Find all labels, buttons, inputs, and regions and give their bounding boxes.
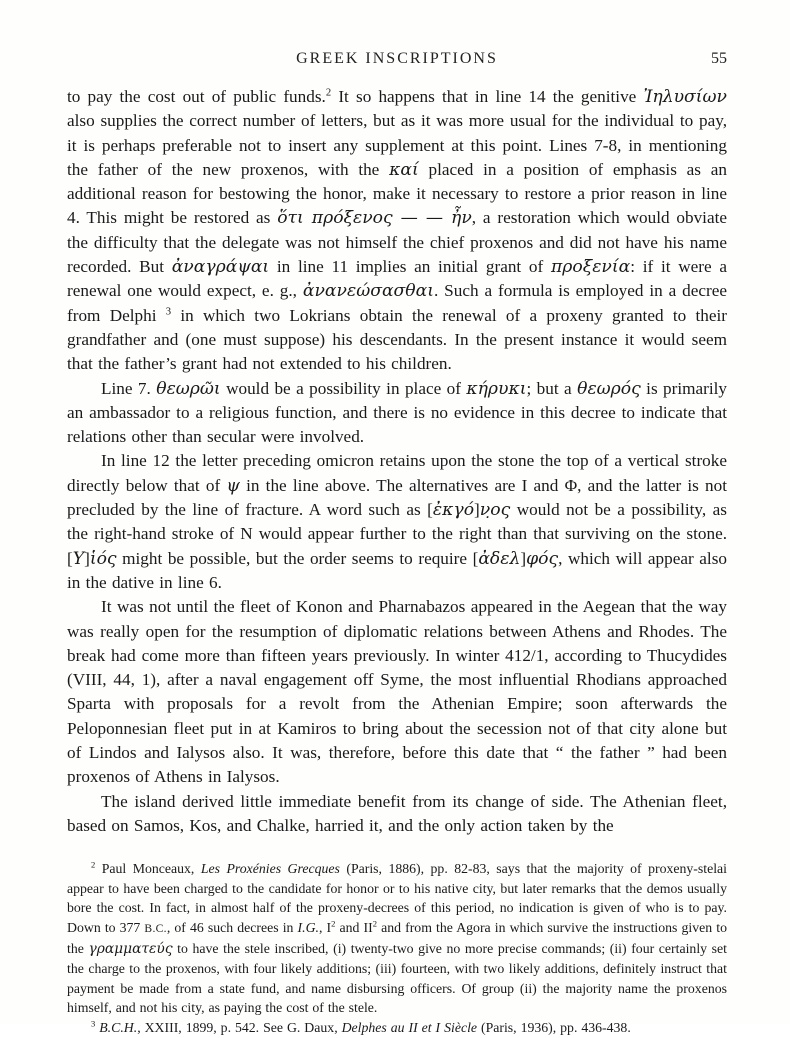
text-segment-greek: φός xyxy=(526,548,559,569)
text-segment: in which two Lokrians obtain the renewal of a proxeny granted to their grandfather and (one must suppose) his descendants. In the present instance it would seem that the father’s grant had not extended to his children. xyxy=(67,305,727,374)
page-number: 55 xyxy=(711,50,727,67)
text-segment: would be a possibility in place of xyxy=(220,378,467,398)
text-segment-it: I.G. xyxy=(297,919,319,935)
body-text xyxy=(67,85,727,838)
text-segment-sc: B.C. xyxy=(144,921,167,935)
footnotes-section xyxy=(67,859,727,1037)
paragraph-line-12 xyxy=(67,449,727,595)
text-segment: in the line above. The alternatives are I and Φ, and the latter is not precluded by the line of fracture. A word such as [ xyxy=(67,475,728,520)
text-segment: , I xyxy=(319,919,332,935)
text-segment: is primarily an ambassador to a religious function, and there is no evidence in this decree to indicate that relations other than secular were involved. xyxy=(67,378,728,447)
text-segment-greek: Ἰηλυσίων xyxy=(643,87,727,107)
paragraph-line-7 xyxy=(67,377,727,450)
text-segment: , a restoration which would obviate the difficulty that the delegate was not himself the chief proxenos and did not have his name recorded. But xyxy=(67,208,727,277)
running-title: GREEK INSCRIPTIONS xyxy=(296,50,498,67)
text-segment: to pay the cost out of public funds. xyxy=(67,87,326,106)
text-segment-sup: 3 xyxy=(165,305,172,317)
text-segment-it: B.C.H. xyxy=(99,1019,138,1035)
text-segment: . Such a formula is employed in a decree from Delphi xyxy=(67,281,727,325)
text-segment-sup: 2 xyxy=(91,859,96,870)
text-segment: (Paris, 1886), pp. 82-83, says that the majority of proxeny-stelai appear to have been charged to the candidate for honor or to his native city, but later remarks that the demos usually bore the cost. In fact, in almost half of the proxeny-decrees of this period, no indication is given of who is to pay. Down to 377 xyxy=(67,861,728,935)
text-segment-greek: ἐκγό xyxy=(432,500,475,521)
text-segment-greek: κήρυκι xyxy=(466,378,527,399)
text-segment: Line 7. xyxy=(101,378,157,398)
text-segment-greek: ὅτι πρόξενος — — ἦν xyxy=(277,208,472,229)
text-segment-it: Delphes au II et I Siècle xyxy=(341,1019,478,1035)
text-segment: might be possible, but the order seems to require [ xyxy=(116,548,479,568)
text-segment: and II xyxy=(335,919,373,935)
text-segment-greek: προξενία xyxy=(550,257,631,278)
text-segment-sup: 2 xyxy=(331,918,336,929)
text-segment-greek: ἱός xyxy=(89,548,117,569)
text-segment: It so happens that in line 14 the genitive xyxy=(331,87,644,106)
text-segment: placed in a position of emphasis as an additional reason for bestowing the honor, make it necessary to restore a prior reason in line 4. This might be restored as xyxy=(67,159,727,228)
text-segment: to have the stele inscribed, (i) twenty-two give no more precise commands; (ii) four certainly set the charge to the proxenos, with four likely additions; (iii) fourteen, with two likely additions, definitely instruct that payment be made from a state fund, and name disbursing officers. Of group (ii) the majority name the proxenos himself, and not his city, as paying the cost of the stele. xyxy=(67,940,727,1016)
text-segment: In line 12 the letter preceding omicron retains upon the stone the top of a vertical stroke directly below that of xyxy=(67,451,727,495)
text-segment: ] xyxy=(474,500,480,520)
text-segment: , of 46 such decrees in xyxy=(166,919,298,935)
text-segment: : if it were a renewal one would expect, e. g., xyxy=(67,257,727,301)
text-segment-greek: ἀδελ xyxy=(478,548,521,569)
text-segment: ; but a xyxy=(526,378,578,398)
text-segment-greek: ἀνανεώσασθαι xyxy=(302,281,434,302)
text-segment: It was not until the fleet of Konon and Pharnabazos appeared in the Aegean that the way was really open for the resumption of diplomatic relations between Athens and Rhodes. The break had come more than fifteen years previously. In winter 412/1, according to Thucydides (VIII, 44, 1), after a naval engagement off Syme, the most influential Rhodians approached Sparta with proposals for a revolt from the Athenian Empire; soon afterwards the Peloponnesian fleet put in at Kamiros to bring about the secession not of that city alone but of Lindos and Ialysos also. It was, therefore, before this date that “ the father ” had been proxenos of Athens in Ialysos. xyxy=(67,597,727,787)
paragraph-island-benefit xyxy=(67,790,727,839)
text-segment-it: Les Proxénies Grecques xyxy=(200,861,340,877)
text-segment-greek: ψ xyxy=(226,475,240,496)
footnote-2 xyxy=(67,859,727,1018)
text-segment: , which will appear also in the dative in line 6. xyxy=(67,548,727,592)
text-segment: The island derived little immediate benefit from its change of side. The Athenian fleet, based on Samos, Kos, and Chalke, harried it, and the only action taken by the xyxy=(67,791,727,835)
text-segment: also supplies the correct number of letters, but as it was more usual for the individual to pay, it is perhaps preferable not to insert any supplement at this point. Lines 7-8, in mentioning the father of the new proxenos, with the xyxy=(67,111,727,179)
text-segment: Paul Monceaux, xyxy=(95,861,201,877)
text-segment: ] xyxy=(84,548,90,568)
text-segment: would not be a possibility, as the right-hand stroke of N would appear further to the right than that surviving on the stone. [ xyxy=(67,500,727,568)
text-segment: and from the Agora in which survive the instructions given to the xyxy=(67,919,727,956)
paragraph-continuation xyxy=(67,85,727,377)
text-segment-greek: γραμματεύς xyxy=(88,940,173,957)
text-segment-sup: 3 xyxy=(91,1018,96,1029)
text-segment-greek: θεωρός xyxy=(577,378,641,399)
text-segment: , XXIII, 1899, p. 542. See G. Daux, xyxy=(137,1019,342,1035)
text-segment-greek: καί xyxy=(389,159,419,180)
text-segment-greek: ν̣ος xyxy=(479,500,511,521)
text-segment: ] xyxy=(520,548,527,568)
footnote-3 xyxy=(67,1018,727,1038)
text-segment-sup: 2 xyxy=(325,87,332,99)
text-segment-greek: ἀναγράψαι xyxy=(171,257,270,278)
page-header xyxy=(67,50,727,68)
paragraph-konon-fleet xyxy=(67,595,727,789)
text-segment: in line 11 implies an initial grant of xyxy=(269,257,551,277)
text-segment: (Paris, 1936), pp. 436-438. xyxy=(477,1019,631,1035)
text-segment-greek: θεωρῶι xyxy=(156,378,221,399)
text-segment-sup: 2 xyxy=(372,918,377,929)
text-segment-greek: Υ xyxy=(72,548,85,569)
